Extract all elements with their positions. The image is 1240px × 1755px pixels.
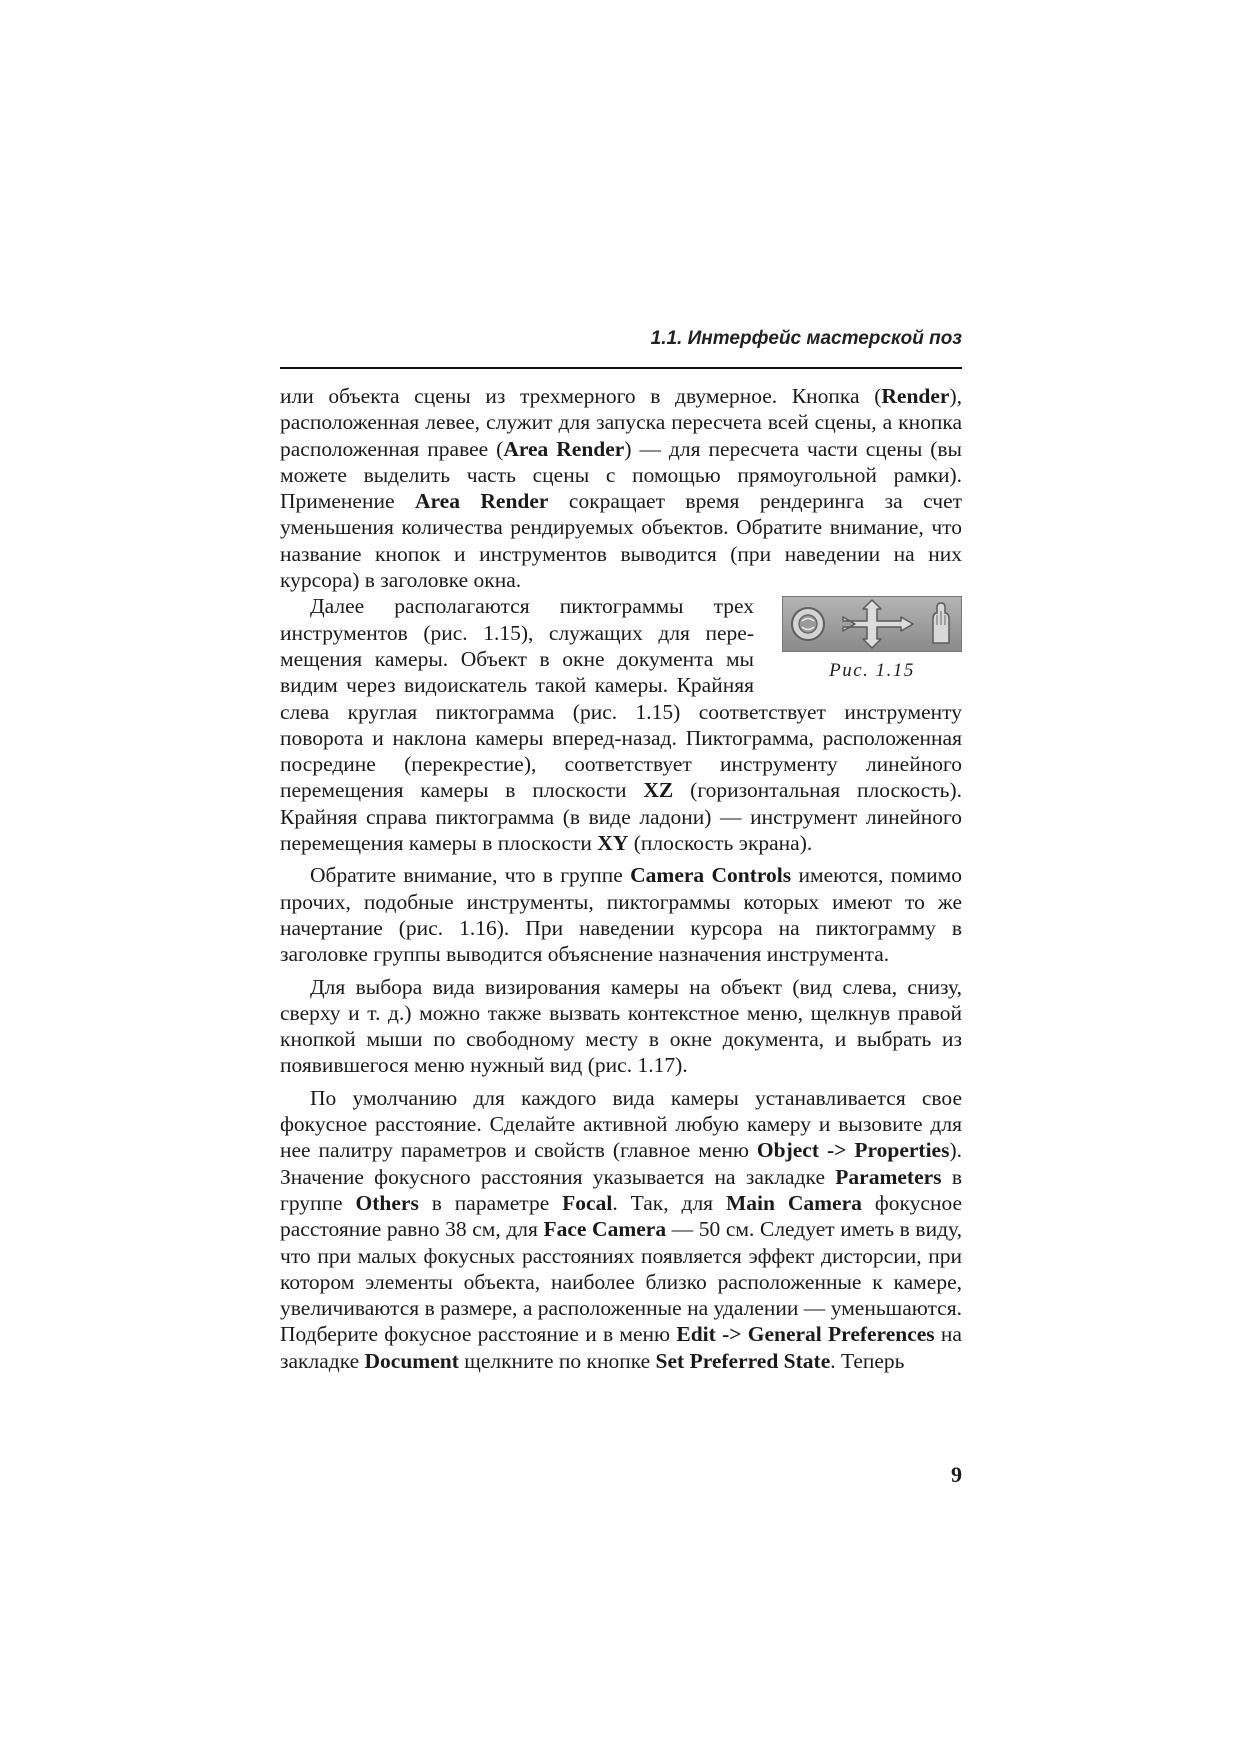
camera-icons-strip (782, 596, 962, 652)
running-head: 1.1. Интерфейс мастерской поз (650, 328, 962, 349)
move-camera-xy-hand-icon (933, 603, 949, 643)
page-number: 9 (951, 1462, 962, 1487)
header-rule (280, 367, 962, 369)
rotate-camera-icon (792, 608, 824, 640)
body-text (280, 383, 962, 1374)
figure-1-15 (782, 596, 962, 684)
paragraph-2: Рис. 1.15 Далее располагаются пиктограммы трех инструментов (рис. 1.15), служащих для перемещения камеры. Объект в окне документа мы видим через видоискатель такой камеры. Крайняя слева круглая пиктограмма (рис. 1.15) соответствует инструменту поворота и наклона камеры вперед-назад. Пиктограмма, расположенная посредине (перекрестие), соответствует инструменту линейного перемещения камеры в плоскости XZ (горизонтальная плоскость). Крайняя справа пиктограмма (в виде ладони) — инструмент линейного перемещения камеры в плоскости XY (плоскость экрана). (280, 594, 962, 856)
paragraph-3: Обратите внимание, что в группе Camera Controls имеются, помимо прочих, подобные инструменты, пиктограммы которых имеют то же начертание (рис. 1.16). При наведении курсора на пиктограмму в заголовке группы выводится объяснение назначения инструмента. (280, 863, 962, 967)
paragraph-1: или объекта сцены из трехмерного в двумерное. Кнопка (Render), расположенная левее, служит для запуска пересчета всей сцены, а кнопка расположенная правее (Area Render) — для пересчета части сцены (вы можете выделить часть сцены с помощью прямоугольной рамки). Применение Area Render сокращает время рендеринга за счет уменьшения количества рендируемых объектов. Обратите внимание, что название кнопок и инструментов выводится (при наведении на них курсора) в заголовке окна. (280, 384, 963, 593)
paragraph-4: Для выбора вида визирования камеры на объект (вид слева, снизу, сверху и т. д.) можно также вызвать контекстное меню, щелкнув правой кнопкой мыши по свободному месту в окне документа, и выбрать из появившегося меню нужный вид (рис. 1.17). (280, 974, 962, 1078)
figure-caption: Рис. 1.15 (829, 660, 915, 682)
paragraph-5: По умолчанию для каждого вида камеры устанавливается свое фокусное расстояние. Сделайте активной любую камеру и вызовите для нее палитру параметров и свойств (главное меню Object -> Properties). Значение фокусного расстояния указывается на закладке Parameters в группе Others в параметре Focal. Так, для Main Camera фокусное расстояние равно 38 см, для Face Camera — 50 см. Следует иметь в виду, что при малых фокусных расстояниях появляется эффект дисторсии, при котором элементы объекта, наиболее близко расположенные к камере, увеличиваются в размере, а расположенные на удалении — уменьшаются. Подберите фокусное расстояние и в меню Edit -> General Preferences на закладке Document щелкните по кнопке Set Preferred State. Теперь (280, 1085, 963, 1373)
move-camera-xz-icon (843, 600, 913, 648)
